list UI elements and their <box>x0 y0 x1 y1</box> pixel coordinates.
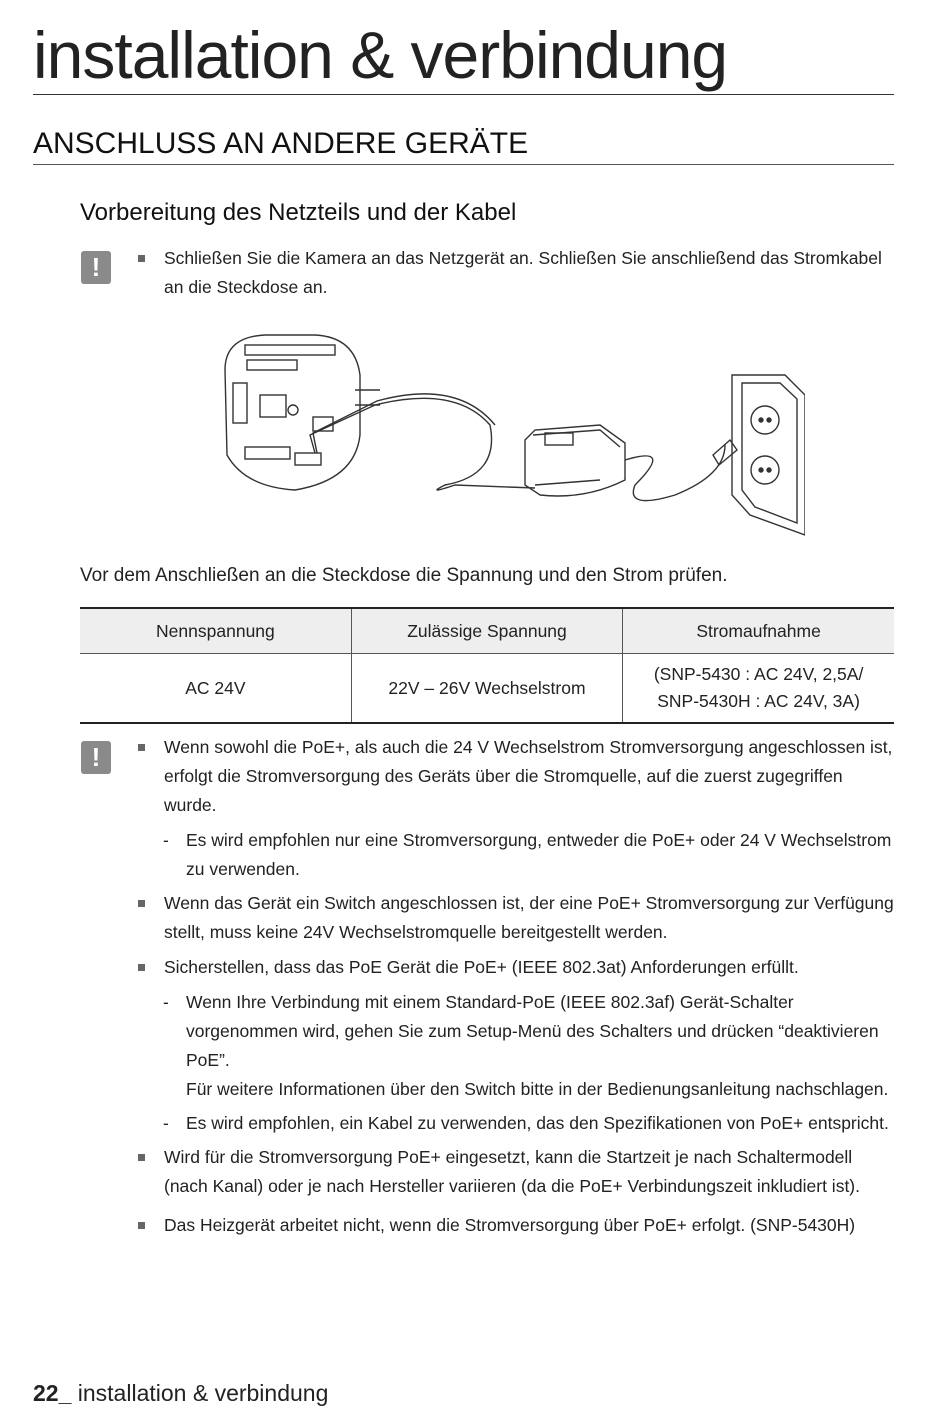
col-header-nominal: Nennspannung <box>80 608 351 654</box>
col-header-consumption: Stromaufnahme <box>623 608 894 654</box>
footer-label: installation & verbindung <box>71 1380 329 1406</box>
title-rule <box>33 94 894 95</box>
plug <box>713 440 737 465</box>
page-title: installation & verbindung <box>33 18 728 92</box>
dash-marker: - <box>163 1113 169 1133</box>
power-adapter <box>525 425 625 496</box>
connection-illustration <box>205 325 805 545</box>
page-number: 22_ <box>33 1380 72 1406</box>
table-row <box>80 654 894 724</box>
col-header-permitted: Zulässige Spannung <box>351 608 622 654</box>
list-item: Das Heizgerät arbeitet nicht, wenn die Stromversorgung über PoE+ erfolgt. (SNP-5430H) <box>136 1211 896 1240</box>
section-title: ANSCHLUSS AN ANDERE GERÄTE <box>33 127 529 160</box>
table-header-row <box>80 608 894 654</box>
list-item: Wird für die Stromversorgung PoE+ eingesetzt, kann die Startzeit je nach Schaltermodell (nach Kanal) oder je nach Hersteller variieren (da die PoE+ Verbindungszeit inkludiert ist). <box>136 1143 896 1201</box>
list-item: Wenn sowohl die PoE+, als auch die 24 V Wechselstrom Stromversorgung angeschlossen ist, erfolgt die Stromversorgung des Geräts über die Stromquelle, auf die zuerst zugegriffen wurde. <box>136 733 896 820</box>
intro-text: Vor dem Anschließen an die Steckdose die Spannung und den Strom prüfen. <box>80 565 728 586</box>
caution-icon: ! <box>81 251 111 284</box>
section-rule <box>33 164 894 165</box>
note-block-1 <box>136 244 896 308</box>
consumption-line-2: SNP-5430H : AC 24V, 3A) <box>657 691 860 711</box>
power-spec-table <box>80 607 894 724</box>
sub-list-item <box>136 988 896 1104</box>
wall-socket <box>732 375 805 535</box>
cell-permitted: 22V – 26V Wechselstrom <box>351 654 622 724</box>
note-block-2 <box>136 733 896 1246</box>
list-item: Wenn das Gerät ein Switch angeschlossen ist, der eine PoE+ Stromversorgung zur Verfügung stellt, muss keine 24V Wechselstromquelle bereitgestellt werden. <box>136 889 896 947</box>
caution-icon: ! <box>81 741 111 774</box>
sub-list-item <box>136 826 896 884</box>
dash-marker: - <box>163 830 169 850</box>
sub-list-text-continued: Für weitere Informationen über den Switch bitte in der Bedienungsanleitung nachschlagen. <box>186 1079 889 1099</box>
consumption-line-1: (SNP-5430 : AC 24V, 2,5A/ <box>653 664 864 684</box>
dash-marker: - <box>163 992 169 1012</box>
cell-consumption <box>623 654 894 724</box>
cell-nominal: AC 24V <box>80 654 351 724</box>
sub-list-text: Es wird empfohlen nur eine Stromversorgung, entweder die PoE+ oder 24 V Wechselstrom zu verwenden. <box>186 830 892 879</box>
page-footer <box>33 1380 328 1407</box>
subsection-title: Vorbereitung des Netzteils und der Kabel <box>80 199 517 226</box>
sub-list-text: Es wird empfohlen, ein Kabel zu verwenden, das den Spezifikationen von PoE+ entspricht. <box>186 1113 889 1133</box>
camera-board <box>225 335 360 490</box>
list-item: Schließen Sie die Kamera an das Netzgerät an. Schließen Sie anschließend das Stromkabel an die Steckdose an. <box>136 244 896 302</box>
sub-list-item <box>136 1109 896 1138</box>
list-item: Sicherstellen, dass das PoE Gerät die PoE+ (IEEE 802.3at) Anforderungen erfüllt. <box>136 953 896 982</box>
power-cable <box>310 398 535 490</box>
sub-list-text: Wenn Ihre Verbindung mit einem Standard-PoE (IEEE 802.3af) Gerät-Schalter vorgenommen wird, gehen Sie zum Setup-Menü des Schalters und drücken “deaktivieren PoE”. <box>186 992 879 1070</box>
